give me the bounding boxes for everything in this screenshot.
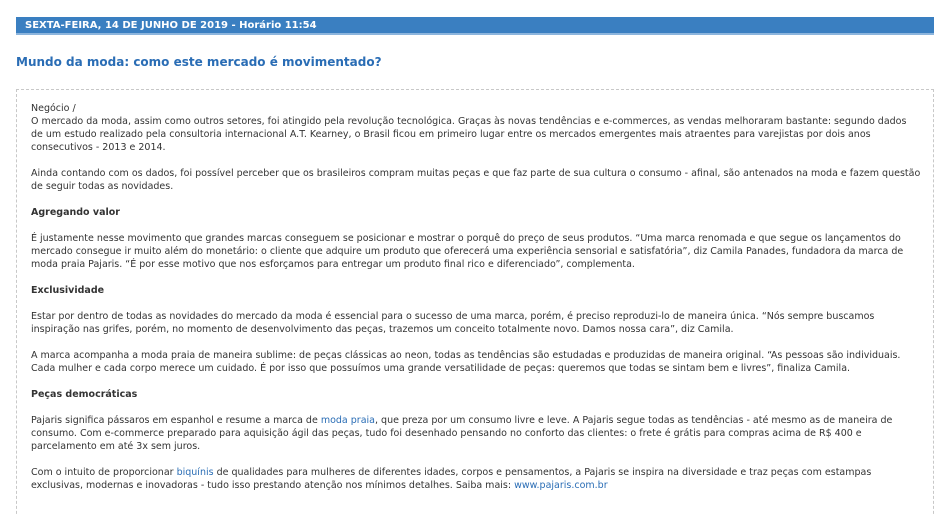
link-biquinis[interactable]: biquínis (176, 467, 214, 478)
article-title: Mundo da moda: como este mercado é movimentado? (16, 55, 382, 69)
paragraph-7-text-b: de qualidades para mulheres de diferentes idades, corpos e pensamentos, a Pajaris se inspira na diversidade e traz peças com estampas exclusivas, modernas e inovadoras - tudo isso prestando atenção nos mínimos detalhes. Saiba mais: (31, 467, 872, 491)
paragraph-6-text-a: Pajaris significa pássaros em espanhol e resume a marca de (31, 415, 321, 426)
paragraph-2: Ainda contando com os dados, foi possível perceber que os brasileiros compram muitas peças e que faz parte de sua cultura o consumo - afinal, são antenados na moda e fazem questão de seguir todas as novidades. (31, 168, 921, 192)
paragraph-7-text-a: Com o intuito de proporcionar (31, 467, 177, 478)
subheading-agregando-valor: Agregando valor (31, 207, 120, 218)
article-category: Negócio / (31, 103, 76, 114)
paragraph-5: A marca acompanha a moda praia de maneira sublime: de peças clássicas ao neon, todas as tendências são estudadas e produzidas de maneira original. “As pessoas são individuais. Cada mulher e cada corpo merece um cuidado. É por isso que possuímos uma grande versatilidade de peças: queremos que todas se sintam bem e livres”, finaliza Camila. (31, 350, 901, 374)
paragraph-3: É justamente nesse movimento que grandes marcas conseguem se posicionar e mostrar o porquê do preço de seus produtos. “Uma marca renomada e que segue os lançamentos do mercado consegue ir muito além do monetário: o cliente que adquire um produto que oferecerá uma experiência sensorial e satisfatória”, diz Camila Panades, fundadora da marca de moda praia Pajaris. “É por esse motivo que nos esforçamos para entregar um produto final rico e diferenciado”, complementa. (31, 233, 904, 270)
subheading-pecas-democraticas: Peças democráticas (31, 389, 138, 400)
paragraph-6-text-b: , que preza por um consumo livre e leve. A Pajaris segue todas as tendências - até mesmo as de maneira de consumo. Com e-commerce preparado para aquisição ágil das peças, tudo foi desenhado pensando no conforto das clientes: o frete é grátis para compras acima de R$ 400 e parcelamento em até 3x sem juros. (31, 415, 893, 452)
link-pajaris-site[interactable]: www.pajaris.com.br (514, 480, 608, 491)
paragraph-7 (31, 466, 921, 492)
link-moda-praia[interactable]: moda praia (320, 415, 375, 426)
article-body (31, 102, 921, 505)
subheading-exclusividade: Exclusividade (31, 285, 105, 296)
paragraph-1: O mercado da moda, assim como outros setores, foi atingido pela revolução tecnológica. Graças às novas tendências e e-commerces, as vendas melhoraram bastante: segundo dados de um estudo realizado pela consultoria internacional A.T. Kearney, o Brasil ficou em primeiro lugar entre os mercados emergentes mais atraentes para varejistas por dois anos consecutivos - 2013 e 2014. (31, 116, 907, 153)
paragraph-4: Estar por dentro de todas as novidades do mercado da moda é essencial para o sucesso de uma marca, porém, é preciso reproduzi-lo de maneira única. “Nós sempre buscamos inspiração nas grifes, porém, no momento de desenvolvimento das peças, trazemos um conceito totalmente novo. Damos nossa cara”, diz Camila. (31, 311, 875, 335)
date-bar: SEXTA-FEIRA, 14 DE JUNHO DE 2019 - Horário 11:54 (16, 17, 934, 35)
paragraph-6 (31, 414, 921, 453)
